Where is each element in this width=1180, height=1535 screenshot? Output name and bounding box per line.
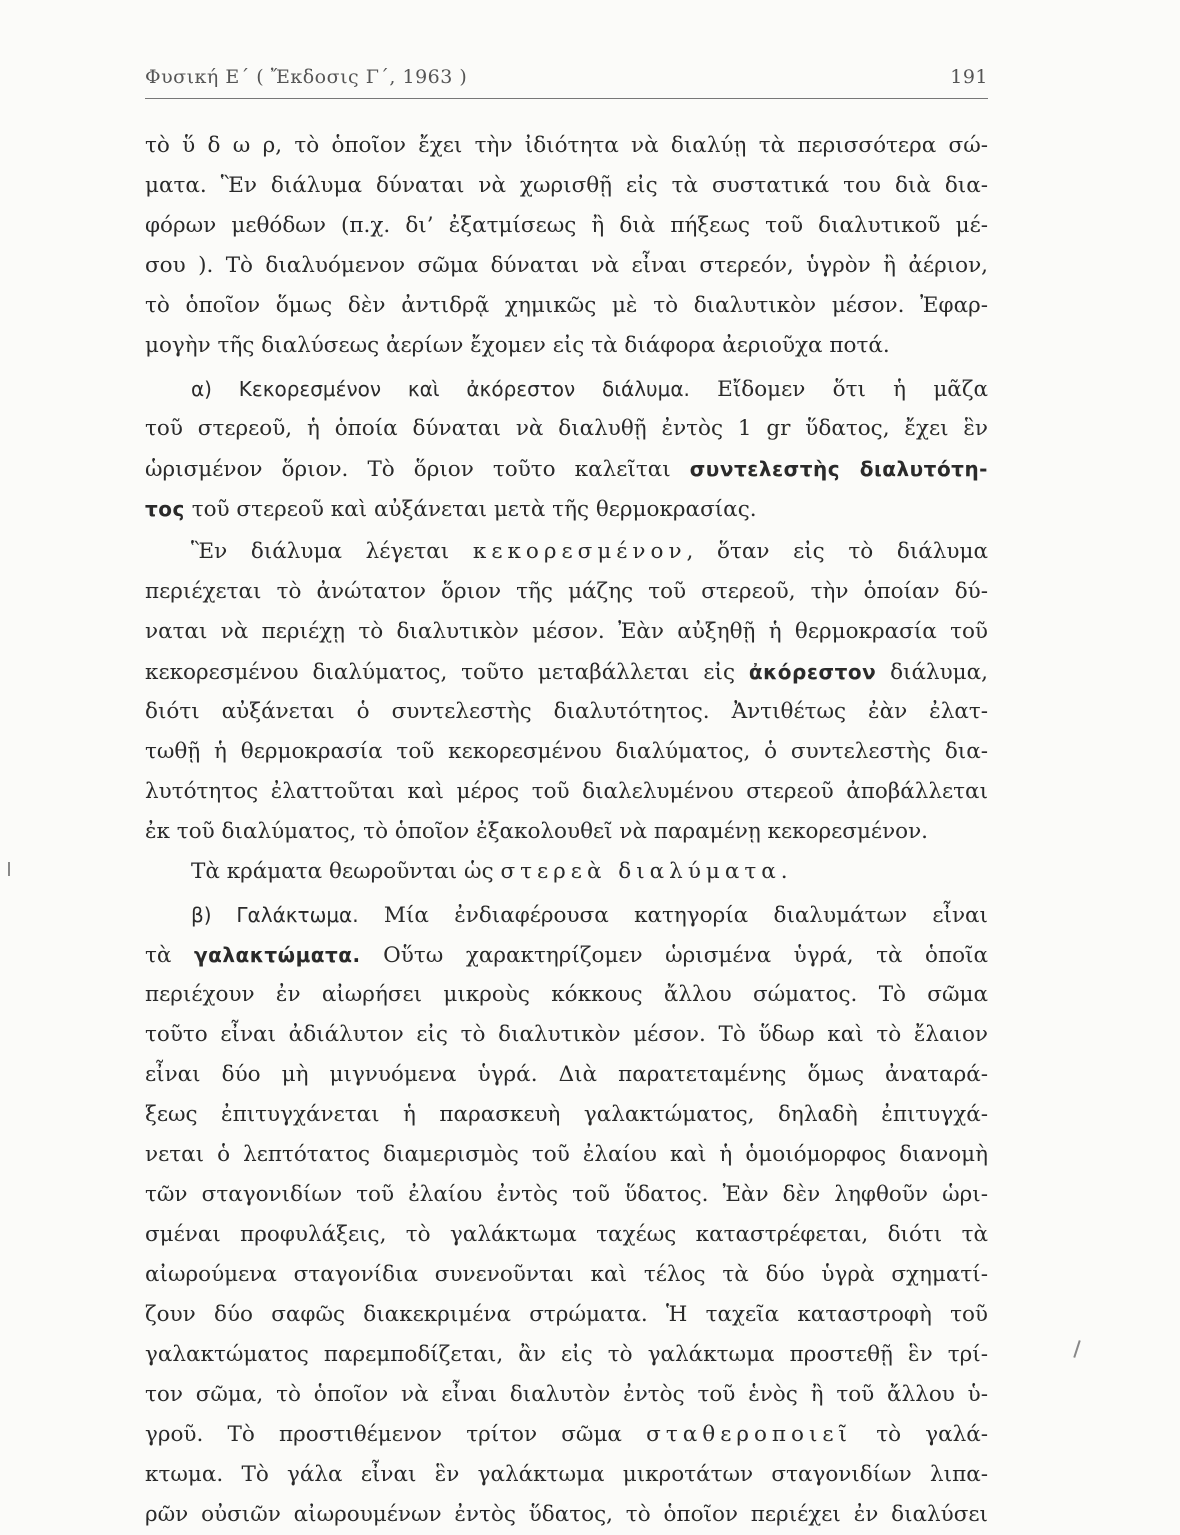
text-line: κτωμα. Τὸ γάλα εἶναι ἓν γαλάκτωμα μικροτάτων σταγονιδίων λιπα-	[145, 1462, 988, 1487]
scan-mark	[1073, 1340, 1080, 1358]
text-line: περιέχεται τὸ ἀνώτατον ὅριον τῆς μάζης τοῦ στερεοῦ, τὴν ὁποίαν δύ-	[145, 579, 988, 604]
text-span: διάλυμα,	[876, 660, 988, 685]
text-line-cut: ρῶν οὐσιῶν αἰωρουμένων ἐντὸς ὕδατος, τὸ ὁποῖον περιέχει ἐν διαλύσει	[145, 1502, 988, 1527]
text-line: σμέναι προφυλάξεις, τὸ γαλάκτωμα ταχέως καταστρέφεται, διότι τὰ	[145, 1222, 988, 1247]
term-solubility-coefficient: συντελεστὴς διαλυτότη-	[689, 457, 988, 481]
text-line: τοῦ στερεοῦ, ἡ ὁποία δύναται νὰ διαλυθῇ ἐντὸς 1 gr ὕδατος, ἔχει ἓν	[145, 416, 988, 441]
text-line: τὸ ὁποῖον ὅμως δὲν ἀντιδρᾷ χημικῶς μὲ τὸ διαλυτικὸν μέσον. Ἐφαρ-	[145, 293, 988, 318]
text-line: ξεως ἐπιτυγχάνεται ἡ παρασκευὴ γαλακτώματος, δηλαδὴ ἐπιτυγχά-	[145, 1102, 988, 1127]
header-rule	[145, 98, 988, 99]
text-line: ναται νὰ περιέχῃ τὸ διαλυτικὸν μέσον. Ἐὰν αὐξηθῇ ἡ θερμοκρασία τοῦ	[145, 619, 988, 644]
text-line: τον σῶμα, τὸ ὁποῖον νὰ εἶναι διαλυτὸν ἐντὸς τοῦ ἑνὸς ἢ τοῦ ἄλλου ὑ-	[145, 1382, 988, 1407]
text-line: ἐκ τοῦ διαλύματος, τὸ ὁποῖον ἐξακολουθεῖ νὰ παραμένῃ κεκορεσμένον.	[145, 819, 928, 844]
text-line: μογὴν τῆς διαλύσεως ἀερίων ἔχομεν εἰς τὰ διάφορα ἀεριοῦχα ποτά.	[145, 333, 890, 358]
text-line: τωθῇ ἡ θερμοκρασία τοῦ κεκορεσμένου διαλύματος, ὁ συντελεστὴς δια-	[145, 739, 988, 764]
text-line	[145, 369, 988, 409]
running-title: Φυσική Ε΄ ( Ἔκδοσις Γ΄, 1963 )	[145, 66, 468, 88]
text-line	[145, 532, 988, 572]
text-line	[145, 449, 988, 489]
text-line: τὸ ὕ δ ω ρ, τὸ ὁποῖον ἔχει τὴν ἰδιότητα νὰ διαλύῃ τὰ περισσότερα σώ-	[145, 133, 988, 158]
text-span: , ὅταν εἰς τὸ διάλυμα	[686, 539, 988, 564]
text-line: τοῦτο εἶναι ἀδιάλυτον εἰς τὸ διαλυτικὸν μέσον. Τὸ ὕδωρ καὶ τὸ ἔλαιον	[145, 1022, 988, 1047]
text-span: τὸ γαλά-	[852, 1422, 988, 1447]
text-span: γροῦ. Τὸ προστιθέμενον τρίτον σῶμα	[145, 1422, 647, 1447]
running-header	[145, 66, 988, 96]
section-heading-a: α) Κεκορεσμένον καὶ ἀκόρεστον διάλυμα.	[191, 377, 690, 401]
text-line: γαλακτώματος παρεμποδίζεται, ἂν εἰς τὸ γαλάκτωμα προστεθῇ ἓν τρί-	[145, 1342, 988, 1367]
text-line	[145, 895, 988, 935]
text-span: τοῦ στερεοῦ καὶ αὐξάνεται μετὰ τῆς θερμοκρασίας.	[184, 497, 757, 522]
emphasis-solid-solutions: στερεὰ διαλύματα.	[500, 859, 793, 884]
text-line: λυτότητος ἐλαττοῦται καὶ μέρος τοῦ διαλελυμένου στερεοῦ ἀποβάλλεται	[145, 779, 988, 804]
text-span: ὡρισμένον ὅριον. Τὸ ὅριον τοῦτο καλεῖται	[145, 457, 690, 482]
text-line: φόρων μεθόδων (π.χ. δι’ ἐξατμίσεως ἢ διὰ πήξεως τοῦ διαλυτικοῦ μέ-	[145, 213, 988, 238]
text-span: Εἴδομεν ὅτι ἡ μᾶζα	[689, 377, 988, 402]
text-span: Τὰ κράματα θεωροῦνται ὡς	[191, 859, 501, 884]
text-span: Ἓν διάλυμα λέγεται	[191, 539, 473, 564]
section-heading-b: β) Γαλάκτωμα.	[191, 903, 359, 927]
text-span: Μία ἐνδιαφέρουσα κατηγορία διαλυμάτων εἶναι	[358, 903, 988, 928]
text-line: ματα. Ἓν διάλυμα δύναται νὰ χωρισθῇ εἰς τὰ συστατικά του διὰ δια-	[145, 173, 988, 198]
term-solubility-coefficient-end: τος	[145, 497, 185, 521]
text-span: κεκορεσμένου διαλύματος, τοῦτο μεταβάλλεται εἰς	[145, 660, 749, 685]
text-line	[145, 489, 988, 529]
text-span: τὰ	[145, 943, 194, 968]
text-span: Οὕτω χαρακτηρίζομεν ὡρισμένα ὑγρά, τὰ ὁποῖα	[360, 943, 988, 968]
text-line: σου ). Τὸ διαλυόμενον σῶμα δύναται νὰ εἶναι στερεόν, ὑγρὸν ἢ ἀέριον,	[145, 253, 988, 278]
text-line: ζουν δύο σαφῶς διακεκριμένα στρώματα. Ἡ ταχεῖα καταστροφὴ τοῦ	[145, 1302, 988, 1327]
page-number: 191	[950, 66, 988, 88]
text-line	[145, 1415, 988, 1455]
text-line: διότι αὐξάνεται ὁ συντελεστὴς διαλυτότητος. Ἀντιθέτως ἐὰν ἐλατ-	[145, 699, 988, 724]
emphasis-stabilizes: σταθεροποιεῖ	[646, 1422, 852, 1447]
text-line: εἶναι δύο μὴ μιγνυόμενα ὑγρά. Διὰ παρατεταμένης ὅμως ἀναταρά-	[145, 1062, 988, 1087]
text-line: νεται ὁ λεπτότατος διαμερισμὸς τοῦ ἐλαίου καὶ ἡ ὁμοιόμορφος διανομὴ	[145, 1142, 988, 1167]
text-line: περιέχουν ἐν αἰωρήσει μικροὺς κόκκους ἄλλου σώματος. Τὸ σῶμα	[145, 982, 988, 1007]
text-line	[145, 852, 988, 892]
term-emulsions: γαλακτώματα.	[193, 943, 361, 967]
scan-mark	[8, 862, 10, 876]
text-line: αἰωρούμενα σταγονίδια συνενοῦνται καὶ τέλος τὰ δύο ὑγρὰ σχηματί-	[145, 1262, 988, 1287]
text-line	[145, 935, 988, 975]
term-unsaturated: ἀκόρεστον	[748, 660, 877, 684]
text-line: τῶν σταγονιδίων τοῦ ἐλαίου ἐντὸς τοῦ ὕδατος. Ἐὰν δὲν ληφθοῦν ὡρι-	[145, 1182, 988, 1207]
text-line	[145, 652, 988, 692]
emphasis-saturated: κεκορεσμένον	[472, 539, 687, 564]
